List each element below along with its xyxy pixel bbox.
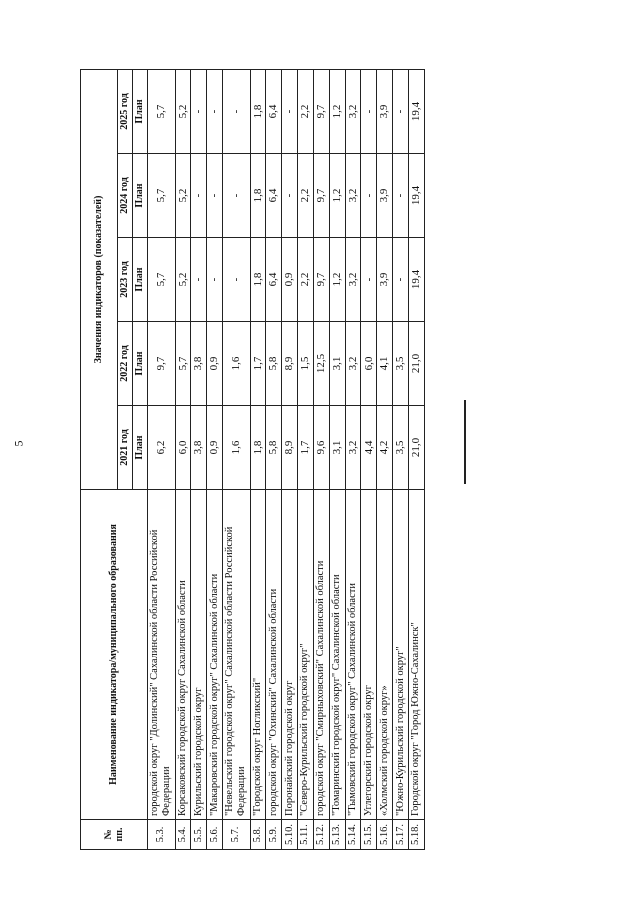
row-value: 3,9 xyxy=(377,238,393,322)
row-number: 5.6. xyxy=(207,820,223,850)
row-value: - xyxy=(207,154,223,238)
row-value: 9,7 xyxy=(148,322,176,406)
table-row xyxy=(250,69,266,849)
row-value: 8,9 xyxy=(282,322,298,406)
row-name: "Макаровский городской округ" Сахалинской области xyxy=(207,490,223,820)
row-value: 9,7 xyxy=(313,154,329,238)
row-value: 0,9 xyxy=(282,238,298,322)
row-name: Поронайский городской округ xyxy=(282,490,298,820)
table-row xyxy=(148,69,176,849)
indicator-table xyxy=(80,69,425,850)
page-number: 5 xyxy=(11,440,26,447)
header-year-2022: 2022 год xyxy=(118,322,133,406)
row-value: - xyxy=(393,238,409,322)
row-value: 5,8 xyxy=(266,406,282,490)
row-value: 5,2 xyxy=(175,69,191,153)
table-body xyxy=(148,69,425,849)
row-value: 5,7 xyxy=(148,154,176,238)
row-name: "Городской округ Ногликский" xyxy=(250,490,266,820)
row-value: 3,2 xyxy=(345,238,361,322)
table-row xyxy=(266,69,282,849)
row-name: городской округ "Долинский" Сахалинской области Российской Федерации xyxy=(148,490,176,820)
row-value: - xyxy=(361,69,377,153)
table-row xyxy=(313,69,329,849)
row-value: - xyxy=(361,238,377,322)
row-number: 5.12. xyxy=(313,820,329,850)
row-value: 5,8 xyxy=(266,322,282,406)
row-value: 3,8 xyxy=(191,406,207,490)
row-value: 3,9 xyxy=(377,154,393,238)
row-number: 5.9. xyxy=(266,820,282,850)
row-value: 3,2 xyxy=(345,406,361,490)
row-value: - xyxy=(191,154,207,238)
row-value: 5,2 xyxy=(175,154,191,238)
row-number: 5.16. xyxy=(377,820,393,850)
row-value: - xyxy=(361,154,377,238)
row-number: 5.10. xyxy=(282,820,298,850)
row-value: 1,7 xyxy=(298,406,314,490)
header-name: Наименование индикатора/муниципального образования xyxy=(81,490,148,820)
header-plan: План xyxy=(133,69,148,153)
row-value: 3,1 xyxy=(329,406,345,490)
row-value: - xyxy=(282,154,298,238)
row-value: 1,7 xyxy=(250,322,266,406)
row-value: 4,2 xyxy=(377,406,393,490)
row-value: 1,8 xyxy=(250,406,266,490)
row-value: 8,9 xyxy=(282,406,298,490)
row-value: 3,2 xyxy=(345,69,361,153)
header-year-2021: 2021 год xyxy=(118,406,133,490)
header-plan: План xyxy=(133,406,148,490)
row-value: 3,1 xyxy=(329,322,345,406)
header-year-2024: 2024 год xyxy=(118,154,133,238)
table-row xyxy=(175,69,191,849)
row-name: "Невельский городской округ" Сахалинской области Российской Федерации xyxy=(223,490,251,820)
row-name: "Тымовский городской округ" Сахалинской области xyxy=(345,490,361,820)
header-plan: План xyxy=(133,238,148,322)
row-value: - xyxy=(282,69,298,153)
row-value: - xyxy=(223,69,251,153)
row-name: "Северо-Курильский городской округ" xyxy=(298,490,314,820)
table-row xyxy=(393,69,409,849)
table-row xyxy=(329,69,345,849)
row-value: 6,2 xyxy=(148,406,176,490)
row-value: 5,7 xyxy=(148,69,176,153)
row-value: 1,5 xyxy=(298,322,314,406)
table-row xyxy=(361,69,377,849)
row-value: 3,2 xyxy=(345,322,361,406)
row-number: 5.13. xyxy=(329,820,345,850)
row-value: 3,8 xyxy=(191,322,207,406)
row-value: 1,6 xyxy=(223,406,251,490)
row-value: 1,6 xyxy=(223,322,251,406)
row-value: - xyxy=(191,238,207,322)
row-value: - xyxy=(191,69,207,153)
row-number: 5.8. xyxy=(250,820,266,850)
row-value: 5,7 xyxy=(148,238,176,322)
row-value: 19,4 xyxy=(408,69,424,153)
row-name: Углегорский городской округ xyxy=(361,490,377,820)
row-value: 3,2 xyxy=(345,154,361,238)
header-plan: План xyxy=(133,154,148,238)
row-name: "Южно-Курильский городской округ" xyxy=(393,490,409,820)
row-number: 5.4. xyxy=(175,820,191,850)
row-value: 6,0 xyxy=(175,406,191,490)
row-value: 3,5 xyxy=(393,322,409,406)
row-value: 9,6 xyxy=(313,406,329,490)
table-row xyxy=(298,69,314,849)
row-number: 5.11. xyxy=(298,820,314,850)
row-number: 5.18. xyxy=(408,820,424,850)
row-number: 5.17. xyxy=(393,820,409,850)
table-row xyxy=(207,69,223,849)
row-value: - xyxy=(207,69,223,153)
row-name: Корсаковский городской округ Сахалинской области xyxy=(175,490,191,820)
row-value: 4,4 xyxy=(361,406,377,490)
row-value: 1,8 xyxy=(250,154,266,238)
row-name: «Холмский городской округ» xyxy=(377,490,393,820)
table-row xyxy=(377,69,393,849)
row-value: 3,5 xyxy=(393,406,409,490)
row-value: - xyxy=(223,238,251,322)
header-plan: План xyxy=(133,322,148,406)
row-value: - xyxy=(223,154,251,238)
row-value: 2,2 xyxy=(298,238,314,322)
row-value: 1,2 xyxy=(329,69,345,153)
table-row xyxy=(408,69,424,849)
row-value: 1,8 xyxy=(250,238,266,322)
row-value: - xyxy=(393,69,409,153)
table-row xyxy=(345,69,361,849)
row-value: 0,9 xyxy=(207,322,223,406)
row-name: "Томаринский городской округ" Сахалинской области xyxy=(329,490,345,820)
row-value: - xyxy=(393,154,409,238)
row-value: - xyxy=(207,238,223,322)
row-value: 19,4 xyxy=(408,238,424,322)
row-value: 6,0 xyxy=(361,322,377,406)
table-row xyxy=(191,69,207,849)
row-value: 21,0 xyxy=(408,322,424,406)
row-number: 5.15. xyxy=(361,820,377,850)
row-value: 2,2 xyxy=(298,69,314,153)
row-value: 1,2 xyxy=(329,238,345,322)
row-value: 5,7 xyxy=(175,322,191,406)
row-value: 19,4 xyxy=(408,154,424,238)
header-group: Значения индикаторов (показателей) xyxy=(81,69,118,489)
row-number: 5.5. xyxy=(191,820,207,850)
indicator-table-container xyxy=(80,70,425,850)
row-value: 5,2 xyxy=(175,238,191,322)
row-name: Городской округ "Город Южно-Сахалинск" xyxy=(408,490,424,820)
row-value: 0,9 xyxy=(207,406,223,490)
row-value: 6,4 xyxy=(266,154,282,238)
row-value: 2,2 xyxy=(298,154,314,238)
row-number: 5.7. xyxy=(223,820,251,850)
row-value: 6,4 xyxy=(266,69,282,153)
row-value: 9,7 xyxy=(313,238,329,322)
row-name: Курильский городской округ xyxy=(191,490,207,820)
row-value: 9,7 xyxy=(313,69,329,153)
row-value: 21,0 xyxy=(408,406,424,490)
row-value: 6,4 xyxy=(266,238,282,322)
header-year-2025: 2025 год xyxy=(118,69,133,153)
row-number: 5.3. xyxy=(148,820,176,850)
table-row xyxy=(223,69,251,849)
row-value: 3,9 xyxy=(377,69,393,153)
header-year-2023: 2023 год xyxy=(118,238,133,322)
row-value: 12,5 xyxy=(313,322,329,406)
row-number: 5.14. xyxy=(345,820,361,850)
row-name: городской округ "Охинский" Сахалинской области xyxy=(266,490,282,820)
row-name: городской округ "Смирныховский" Сахалинской области xyxy=(313,490,329,820)
table-row xyxy=(282,69,298,849)
row-value: 1,8 xyxy=(250,69,266,153)
separator-line xyxy=(464,400,466,484)
row-value: 1,2 xyxy=(329,154,345,238)
header-number: № пп. xyxy=(81,820,148,850)
row-value: 4,1 xyxy=(377,322,393,406)
